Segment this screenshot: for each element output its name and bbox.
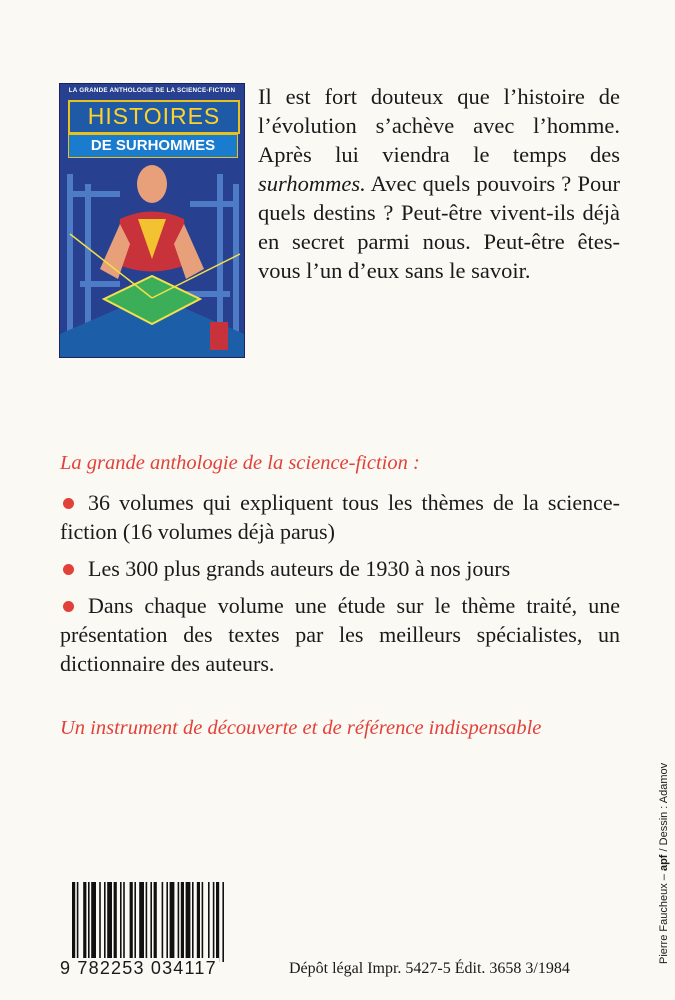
bullet-icon <box>63 498 74 509</box>
closing-statement: Un instrument de découverte et de référence indispensable <box>60 717 542 739</box>
cover-title: HISTOIRES <box>68 100 240 134</box>
barcode-bar <box>130 882 133 962</box>
barcode-bar <box>181 882 184 962</box>
barcode-bar <box>83 882 86 962</box>
barcode-bar <box>107 882 112 962</box>
barcode-bar <box>162 882 164 962</box>
design-credit <box>658 763 670 964</box>
intro-text-after: Avec quels pouvoirs ? Pour quels destins ? Peut-être vivent-ils déjà en secret parmi nous. Peut-être êtes-vous l’un d’eux sans le savoir. <box>258 171 620 283</box>
barcode-bar <box>88 882 90 962</box>
anthology-heading: La grande anthologie de la science-fiction : <box>60 452 420 474</box>
barcode-bar <box>72 882 75 962</box>
barcode-bar <box>91 882 96 962</box>
barcode-bar <box>139 882 144 962</box>
barcode-bar <box>170 882 175 962</box>
cover-subtitle: DE SURHOMMES <box>68 134 238 158</box>
barcode-bar <box>202 882 204 962</box>
barcode-bar <box>99 882 101 962</box>
barcode-bar <box>186 882 191 962</box>
feature-list <box>60 488 620 686</box>
credit-studio: apf <box>658 854 670 872</box>
barcode-bar <box>197 882 200 962</box>
barcode-bar <box>178 882 180 962</box>
barcode-bar <box>146 882 148 962</box>
legal-deposit: Dépôt légal Impr. 5427-5 Édit. 3658 3/1984 <box>289 960 570 977</box>
list-item <box>60 591 620 678</box>
list-item-text: Les 300 plus grands auteurs de 1930 à nos jours <box>88 556 511 581</box>
barcode-bar <box>208 882 210 962</box>
list-item <box>60 488 620 546</box>
barcode-bar <box>123 882 125 962</box>
cover-series-text: LA GRANDE ANTHOLOGIE DE LA SCIENCE-FICTION <box>68 87 236 94</box>
barcode-bar <box>104 882 106 962</box>
barcode-bar <box>77 882 79 962</box>
barcode-bar <box>120 882 122 962</box>
intro-paragraph <box>258 82 620 285</box>
barcode-bar <box>222 882 224 962</box>
barcode-bar <box>192 882 194 962</box>
list-item-text: Dans chaque volume une étude sur le thème traité, une présentation des textes par les meilleurs spécialistes, un dictionnaire des auteurs. <box>60 593 620 676</box>
barcode-bar <box>216 882 219 962</box>
barcode-bar <box>154 882 157 962</box>
bullet-icon <box>63 564 74 575</box>
barcode-bar <box>213 882 215 962</box>
barcode-bar <box>114 882 117 962</box>
credit-designer: Pierre Faucheux – <box>658 874 670 964</box>
bullet-icon <box>63 601 74 612</box>
barcode-digits: 9 782253 034117 <box>60 958 217 978</box>
list-item-text: 36 volumes qui expliquent tous les thèmes de la science-fiction (16 volumes déjà parus) <box>60 490 620 544</box>
barcode-bar <box>150 882 152 962</box>
intro-text-before: Il est fort douteux que l’histoire de l’évolution s’achève avec l’homme. Après lui viendra le temps des <box>258 84 620 167</box>
cover-thumbnail <box>60 84 244 357</box>
list-item <box>60 554 620 583</box>
credit-illustration: / Dessin : Adamov <box>658 762 670 852</box>
barcode-bar <box>166 882 168 962</box>
intro-emphasis: surhommes. <box>258 171 366 196</box>
barcode-bar <box>134 882 136 962</box>
